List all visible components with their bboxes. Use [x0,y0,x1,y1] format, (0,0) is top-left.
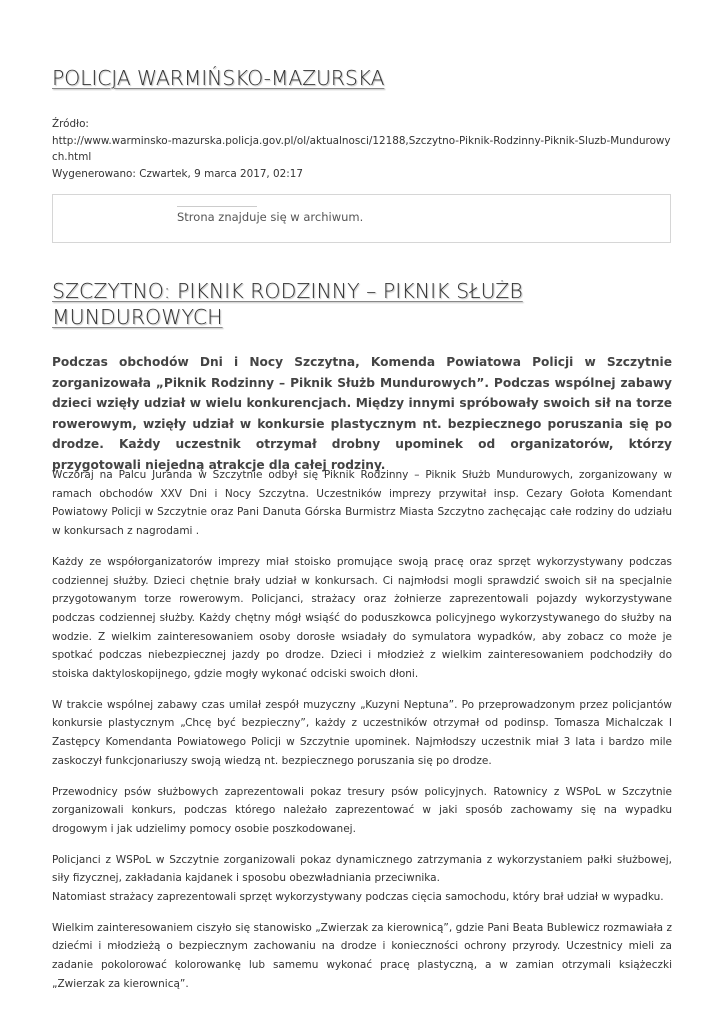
site-title: POLICJA WARMIŃSKO-MAZURSKA [52,66,385,90]
article-paragraph: Policjanci z WSPoL w Szczytnie zorganizowali pokaz dynamicznego zatrzymania z wykorzystaniem pałki służbowej, siły fizycznej, zakładania kajdanek i sposobu obezwładniania przeciwnika. [52,853,672,885]
article-paragraph: Wczoraj na Palcu Juranda w Szczytnie odbył się Piknik Rodzinny – Piknik Służb Mundurowych, zorganizowany w ramach obchodów XXV Dni i Nocy Szczytna. Uczestników imprezy przywitał insp. Cezary Gołota Komendant Powiatowy Policji w Szczytnie oraz Pani Danuta Górska Burmistrz Miasta Szczytno zachęcając całe rodziny do udziału w konkursach z nagrodami . [52,469,672,538]
article-lead: Podczas obchodów Dni i Nocy Szczytna, Komenda Powiatowa Policji w Szczytnie zorganizowała „Piknik Rodzinny – Piknik Służb Mundurowych”. Podczas wspólnej zabawy dzieci wzięły udział w wielu konkurencjach. Między innymi spróbowały swoich sił na torze rowerowym, wzięły udział w konkursie plastycznym nt. bezpiecznego poruszania się po drodze. Każdy uczestnik otrzymał drobny upominek od organizatorów, którzy przygotowali niejedną atrakcje dla całej rodziny. [52,355,672,472]
generated-date: Wygenerowano: Czwartek, 9 marca 2017, 02:17 [52,167,303,180]
article-paragraph: W trakcie wspólnej zabawy czas umilał zespół muzyczny „Kuzyni Neptuna”. Po przeprowadzonym przez policjantów konkursie plastycznym „Chcę być bezpieczny”, każdy z uczestników otrzymał od podinsp. Tomasza Michalczak I Zastępcy Komendanta Powiatowego Policji w Szczytnie upominek. Najmłodszy uczestnik miał 3 lata i bardzo mile zaskoczył funkcjonariuszy swoją wiedzą nt. bezpiecznego poruszania się po drodze. [52,698,672,767]
article-paragraph: Wielkim zainteresowaniem ciszyło się stanowisko „Zwierzak za kierownicą”, gdzie Pani Beata Bublewicz rozmawiała z dziećmi i młodzieżą o bezpiecznym zachowaniu na drodze i konieczności ochrony przyrody. Uczestnicy mieli za zadanie pokolorować kolorowankę lub samemu wykonać pracę plastyczną, a w zamian otrzymali książeczki „Zwierzak za kierownicą”. [52,921,672,990]
article-title: SZCZYTNO: PIKNIK RODZINNY – PIKNIK SŁUŻB MUNDUROWYCH [52,279,523,329]
source-url[interactable]: http://www.warminsko-mazurska.policja.gov.pl/ol/aktualnosci/12188,Szczytno-Piknik-Rodzinny-Piknik-Sluzb-Mundurowych.html [52,134,671,163]
archive-notice-box [52,194,671,243]
article-paragraph: Natomiast strażacy zaprezentowali sprzęt wykorzystywany podczas cięcia samochodu, który brał udział w wypadku. [52,891,664,904]
archive-divider [177,206,257,207]
archive-notice: Strona znajduje się w archiwum. [177,210,364,224]
document-meta [52,116,672,182]
article-body [52,466,672,1006]
article-paragraph: Każdy ze współorganizatorów imprezy miał stoisko promujące swoją pracę oraz sprzęt wykorzystywany podczas codziennej służby. Dzieci chętnie brały udział w konkursach. Ci najmłodsi mogli sprawdzić swoich sił na specjalnie przygotowanym torze rowerowym. Policjanci, strażacy oraz żołnierze zaprezentowali pojazdy wykorzystywane podczas codziennej służby. Każdy chętny mógł wsiąść do poduszkowca policyjnego wykorzystywanego do służby na wodzie. Z wielkim zainteresowaniem osoby dorosłe wsiadały do symulatora wypadków, aby zobacz co może je spotkać podczas niebezpiecznej jazdy po drodze. Dzieci i młodzież z wielkim zainteresowaniem podchodziły do stoiska daktyloskopijnego, gdzie mogły wykonać odciski swoich dłoni. [52,555,672,681]
source-label: Źródło: [52,118,89,130]
article-paragraph: Przewodnicy psów służbowych zaprezentowali pokaz tresury psów policyjnych. Ratownicy z WSPoL w Szczytnie zorganizowali konkurs, podczas którego należało zaprezentować w jaki sposób zachowamy się na wypadku drogowym i jak udzielimy pomocy osobie poszkodowanej. [52,785,672,835]
